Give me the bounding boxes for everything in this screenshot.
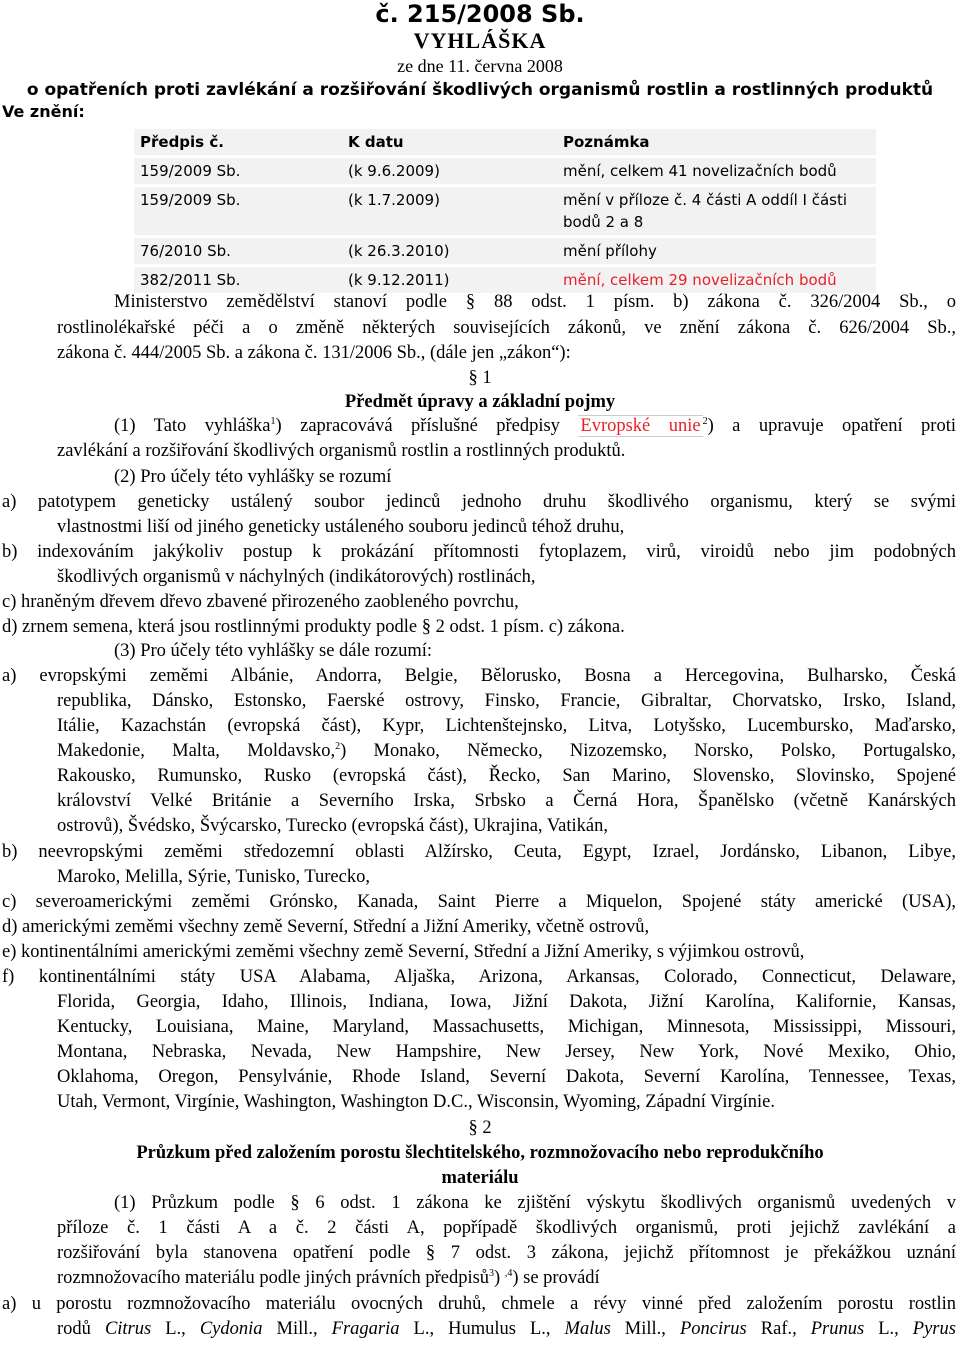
list-item: d) zrnem semena, která jsou rostlinnými produkty podle § 2 odst. 1 písm. c) zákona. [2, 617, 625, 637]
list-item-cont: Rakousko, Rumunsko, Rusko (evropská část), Řecko, San Marino, Slovensko, Slovinsko, Spojené [57, 766, 956, 786]
table-header-row [134, 129, 876, 155]
genus-name: Poncirus [679, 1319, 747, 1339]
eu-link[interactable]: Evropské unie [580, 416, 701, 436]
text-span: rozmnožovacího materiálu podle jiných právních předpisů [57, 1268, 490, 1288]
text-span: ) se provádí [512, 1268, 600, 1288]
list-item: e) kontinentálními americkými zeměmi všechny země Severní, Střední a Jižní Ameriky, s výjimkou ostrovů, [2, 942, 805, 962]
text-span: rodů [57, 1319, 105, 1339]
list-item: b) indexováním jakýkoliv postup k prokázání přítomnosti fytoplazem, virů, viroidů nebo jim podobných [2, 542, 956, 562]
text-span: Raf., [746, 1319, 811, 1339]
table-cell: (k 1.7.2009) [342, 187, 557, 235]
column-header: K datu [342, 129, 557, 155]
genus-name: Cydonia [199, 1319, 263, 1339]
regulation-number: č. 215/2008 Sb. [375, 0, 585, 28]
genus-name: Malus [564, 1319, 611, 1339]
list-item-cont: Oklahoma, Oregon, Pensylvánie, Rhode Island, Severní Dakota, Severní Karolína, Tennessee, Texas, [57, 1067, 956, 1087]
text-line: rozšiřování byla stanovena opatření podle § 7 odst. 3 zákona, jejichž přítomnost je překážkou uznání [57, 1243, 956, 1263]
table-cell: mění přílohy [557, 238, 876, 264]
list-item: c) hraněným dřevem dřevo zbavené přirozeného zaobleného povrchu, [2, 592, 519, 612]
footnote-ref: ,4 [504, 1267, 513, 1279]
text-line: (3) Pro účely této vyhlášky se dále rozumí: [114, 641, 433, 661]
section-title: Průzkum před založením porostu šlechtitelského, rozmnožovacího nebo reprodukčního [136, 1143, 824, 1163]
text-line [57, 1268, 956, 1289]
footnote-ref: 1 [270, 415, 276, 427]
text-span: ) [494, 1268, 505, 1288]
list-item-cont [57, 741, 956, 762]
list-item: b) neevropskými zeměmi středozemní oblasti Alžírsko, Ceuta, Egypt, Izrael, Jordánsko, Libanon, Libye, [2, 842, 956, 862]
table-cell: (k 9.12.2011) [342, 267, 557, 293]
footnote-ref: 2 [335, 740, 341, 752]
list-item-cont: království Velké Británie a Severního Irska, Srbsko a Černá Hora, Španělsko (včetně Kanárských [57, 791, 956, 811]
footnote-ref: 3 [489, 1267, 495, 1279]
list-item-cont: ostrovů), Švédsko, Švýcarsko, Turecko (evropská část), Ukrajina, Vatikán, [57, 816, 608, 836]
table-cell: 76/2010 Sb. [134, 238, 342, 264]
genus-name: Pyrus [912, 1319, 956, 1339]
column-header: Předpis č. [134, 129, 342, 155]
table-cell: 159/2009 Sb. [134, 187, 342, 235]
intro-line: Ministerstvo zemědělství stanoví podle § 88 odst. 1 písm. b) zákona č. 326/2004 Sb., o [114, 292, 956, 312]
section-title: materiálu [441, 1168, 519, 1188]
regulation-subject: o opatřeních proti zavlékání a rozšiřování škodlivých organismů rostlin a rostlinných produktů [26, 80, 934, 100]
section-title: Předmět úpravy a základní pojmy [344, 392, 616, 412]
text-span: (1) Tato vyhláška [114, 416, 271, 436]
text-span: L., [151, 1319, 200, 1339]
text-line: (2) Pro účely této vyhlášky se rozumí [114, 467, 392, 487]
table-cell: mění, celkem 29 novelizačních bodů [557, 267, 876, 293]
genus-name: Prunus [810, 1319, 865, 1339]
footnote-ref: 2 [702, 415, 708, 427]
list-item-cont [57, 1319, 956, 1340]
text-line: příloze č. 1 části A a č. 2 části A, popřípadě škodlivých organismů, proti jejichž zavlékání a [57, 1218, 956, 1238]
list-item-cont: škodlivých organismů v náchylných (indikátorových) rostlinách, [57, 567, 536, 587]
text-span: Mill., [262, 1319, 332, 1339]
list-item-cont: Utah, Vermont, Virgínie, Washington, Washington D.C., Wisconsin, Wyoming, Západní Virgínie. [57, 1092, 776, 1112]
list-item-cont: Maroko, Melilla, Sýrie, Tunisko, Turecko, [57, 867, 370, 887]
table-cell: (k 9.6.2009) [342, 158, 557, 184]
text-span: Mill., [610, 1319, 680, 1339]
paragraph-number: § 1 [468, 368, 492, 388]
list-item-cont: Florida, Georgia, Idaho, Illinois, Indiana, Iowa, Jižní Dakota, Jižní Karolína, Kalifornie, Kansas, [57, 992, 956, 1012]
table-row [134, 158, 876, 184]
table-cell: 159/2009 Sb. [134, 158, 342, 184]
document-type: VYHLÁŠKA [413, 28, 547, 53]
table-row [134, 267, 876, 293]
text-span: ) a upravuje opatření proti [707, 416, 956, 436]
text-line [114, 416, 956, 437]
amendments-table [134, 126, 876, 296]
table-row [134, 187, 876, 235]
list-item: f) kontinentálními státy USA Alabama, Aljaška, Arizona, Arkansas, Colorado, Connecticut, Delaware, [2, 967, 956, 987]
text-line: (1) Průzkum podle § 6 odst. 1 zákona ke zjištění výskytu škodlivých organismů uvedených v [114, 1193, 956, 1213]
genus-name: Fragaria [331, 1319, 400, 1339]
text-span: Makedonie, Malta, Moldavsko, [57, 741, 336, 761]
issue-date: ze dne 11. června 2008 [397, 56, 563, 76]
genus-name: Citrus [104, 1319, 152, 1339]
text-line: zavlékání a rozšiřování škodlivých organismů rostlin a rostlinných produktů. [57, 441, 626, 461]
table-cell: mění v příloze č. 4 části A oddíl I části bodů 2 a 8 [557, 187, 876, 235]
amendments-label: Ve znění: [2, 102, 85, 121]
paragraph-number: § 2 [468, 1118, 492, 1138]
list-item: a) u porostu rozmnožovacího materiálu ovocných druhů, chmele a révy vinné před založením porostu rostlin [2, 1294, 956, 1314]
list-item-cont: vlastnostmi liší od jiného geneticky ustáleného souboru jedinců téhož druhu, [57, 517, 625, 537]
text-span: ) Monako, Německo, Nizozemsko, Norsko, Polsko, Portugalsko, [340, 741, 957, 761]
intro-line: zákona č. 444/2005 Sb. a zákona č. 131/2006 Sb., (dále jen „zákon“): [57, 343, 571, 363]
table-row [134, 238, 876, 264]
list-item-cont: Kentucky, Louisiana, Maine, Maryland, Massachusetts, Michigan, Minnesota, Mississippi, Missouri, [57, 1017, 956, 1037]
list-item: a) patotypem geneticky ustálený soubor jedinců jednoho druhu škodlivého organismu, který se svými [2, 492, 956, 512]
intro-line: rostlinolékařské péči a o změně některých souvisejících zákonů, ve znění zákona č. 626/2004 Sb., [57, 318, 956, 338]
list-item: c) severoamerickými zeměmi Grónsko, Kanada, Saint Pierre a Miquelon, Spojené státy americké (USA), [2, 892, 956, 912]
list-item-cont: Itálie, Kazachstán (evropská část), Kypr, Lichtenštejnsko, Litva, Lotyšsko, Lucembursko, Maďarsko, [57, 716, 956, 736]
table-cell: 382/2011 Sb. [134, 267, 342, 293]
list-item: d) americkými zeměmi všechny země Severní, Střední a Jižní Ameriky, včetně ostrovů, [2, 917, 650, 937]
list-item-cont: Montana, Nebraska, Nevada, New Hampshire, New Jersey, New York, Nové Mexiko, Ohio, [57, 1042, 956, 1062]
text-span: ) zapracovává příslušné předpisy [275, 416, 560, 436]
text-span: L., Humulus L., [399, 1319, 565, 1339]
list-item: a) evropskými zeměmi Albánie, Andorra, Belgie, Bělorusko, Bosna a Hercegovina, Bulharsko, Česká [2, 666, 956, 686]
text-span: L., [864, 1319, 913, 1339]
table-cell: (k 26.3.2010) [342, 238, 557, 264]
table-cell: mění, celkem 41 novelizačních bodů [557, 158, 876, 184]
column-header: Poznámka [557, 129, 876, 155]
list-item-cont: republika, Dánsko, Estonsko, Faerské ostrovy, Finsko, Francie, Gibraltar, Chorvatsko, Irsko, Island, [57, 691, 956, 711]
